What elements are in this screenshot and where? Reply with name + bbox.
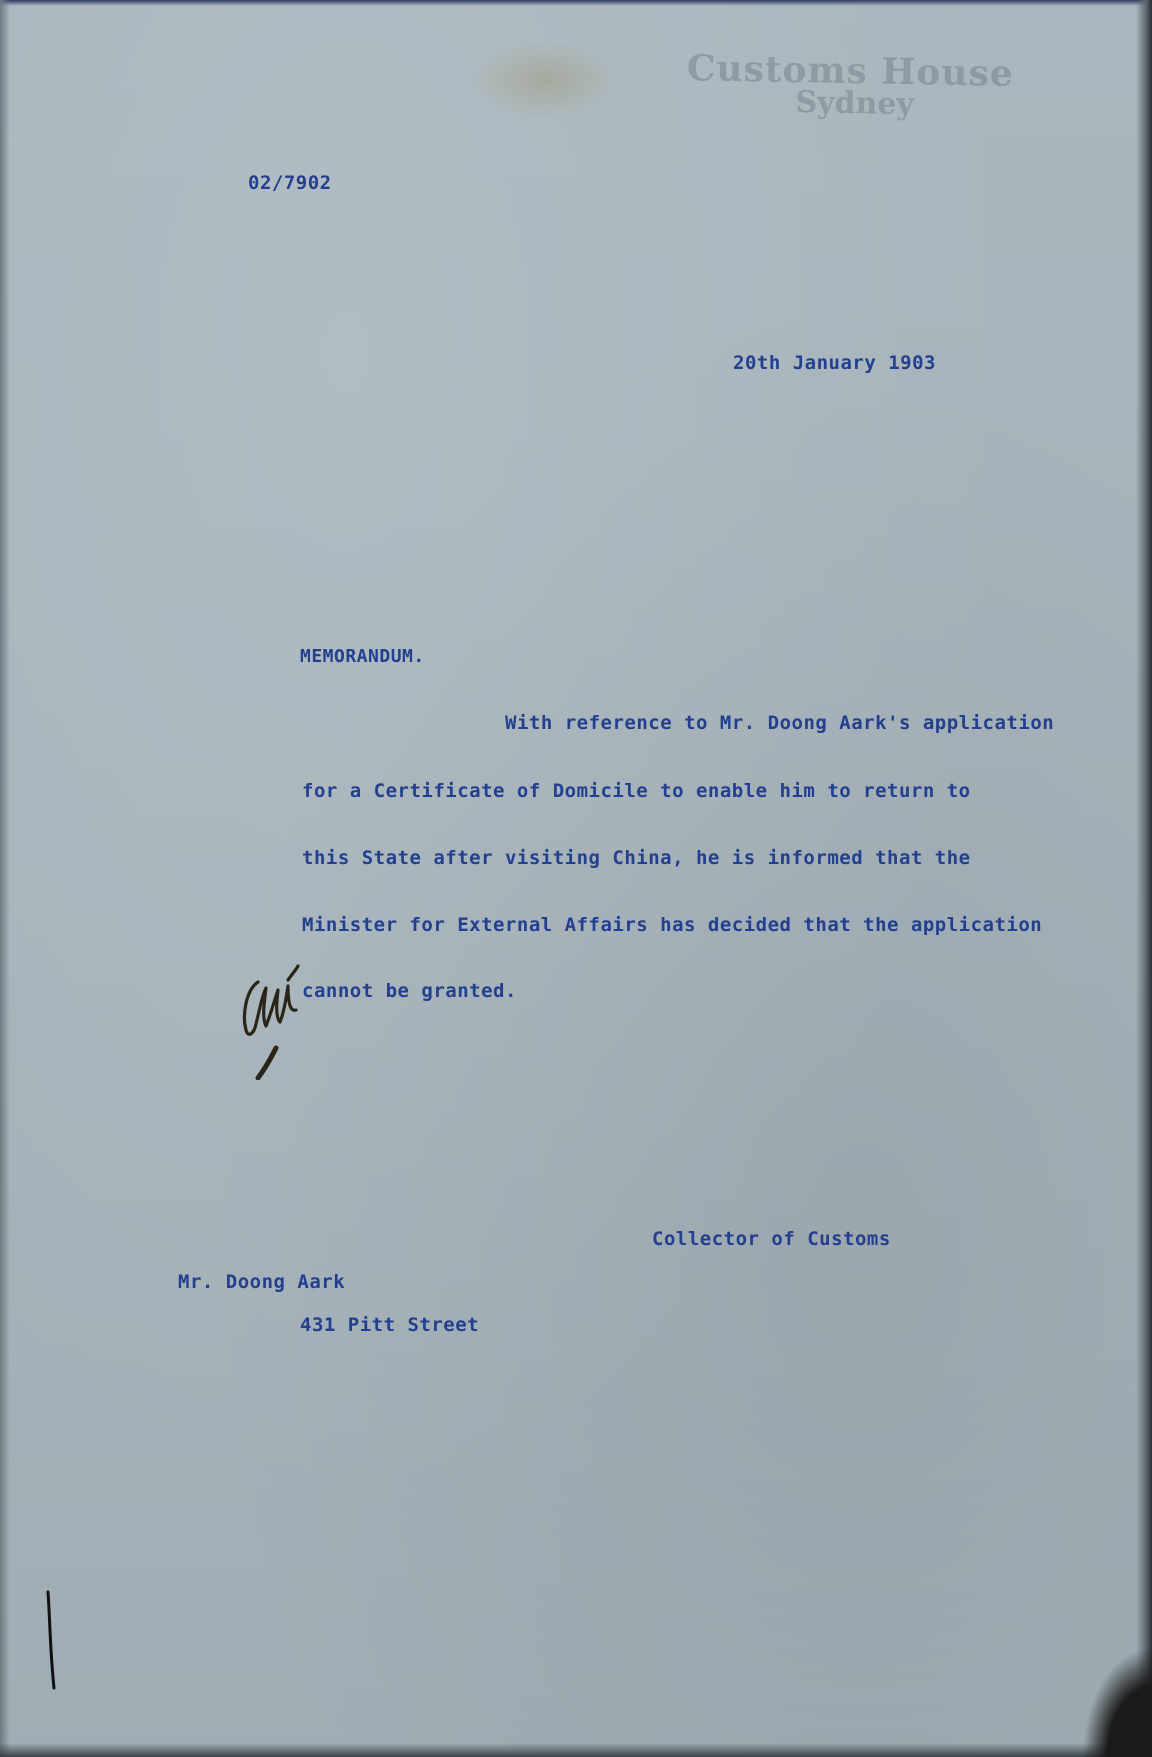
page-edge-right xyxy=(1136,0,1152,1757)
page-edge-top xyxy=(0,0,1152,6)
closing-signature: Collector of Customs xyxy=(652,1228,891,1250)
page-edge-left xyxy=(0,0,10,1757)
body-line-2: for a Certificate of Domicile to enable him to return to xyxy=(302,780,971,802)
body-line-4: Minister for External Affairs has decided that the application xyxy=(302,914,1043,936)
stamp-line-1: Customs House xyxy=(686,47,1015,95)
stamp-line-2: Sydney xyxy=(795,85,915,123)
memo-title: MEMORANDUM. xyxy=(300,646,425,667)
memo-date: 20th January 1903 xyxy=(733,352,936,374)
paper-stain xyxy=(470,40,620,120)
body-line-5: cannot be granted. xyxy=(302,980,517,1002)
handwritten-initials-icon xyxy=(236,960,306,1080)
reference-number: 02/7902 xyxy=(248,172,332,194)
customs-house-stamp xyxy=(649,47,1050,125)
torn-corner xyxy=(1082,1647,1152,1757)
body-line-1: With reference to Mr. Doong Aark's application xyxy=(505,712,1055,734)
addressee-street: 431 Pitt Street xyxy=(300,1314,480,1336)
margin-pen-mark-icon xyxy=(40,1590,60,1690)
page-edge-bottom xyxy=(0,1743,1152,1757)
addressee-name: Mr. Doong Aark xyxy=(178,1271,346,1293)
body-line-3: this State after visiting China, he is informed that the xyxy=(302,847,971,869)
